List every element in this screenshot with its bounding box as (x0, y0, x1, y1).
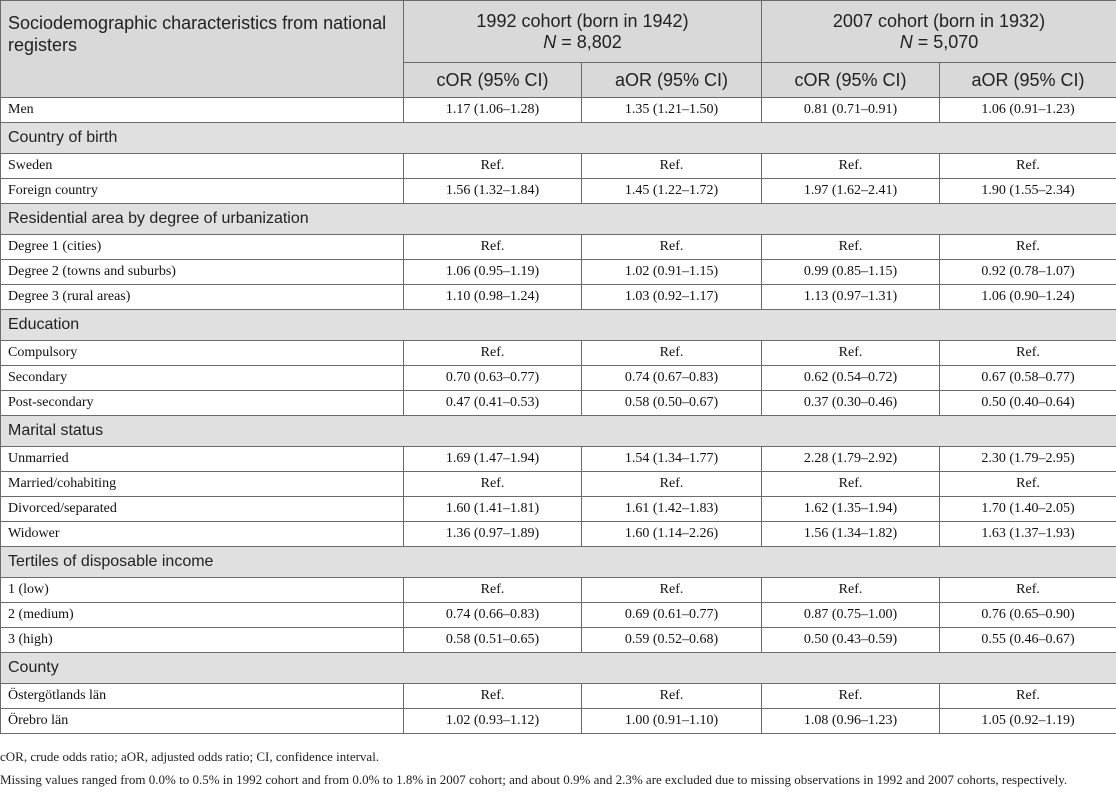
value-cell: 1.10 (0.98–1.24) (404, 285, 582, 310)
table-body (1, 98, 1116, 734)
value-cell: 0.74 (0.66–0.83) (404, 603, 582, 628)
table-row (1, 472, 1116, 497)
value-cell: 1.06 (0.90–1.24) (940, 285, 1116, 310)
value-cell: 0.58 (0.51–0.65) (404, 628, 582, 653)
value-cell: 1.03 (0.92–1.17) (582, 285, 762, 310)
section-header-row (1, 653, 1116, 684)
table-row (1, 684, 1116, 709)
value-cell: 1.63 (1.37–1.93) (940, 522, 1116, 547)
section-header-row (1, 416, 1116, 447)
value-cell: 0.37 (0.30–0.46) (762, 391, 940, 416)
row-label: Secondary (1, 366, 404, 391)
table-row (1, 235, 1116, 260)
value-cell: 1.00 (0.91–1.10) (582, 709, 762, 734)
cohort-2007-n (769, 32, 1109, 53)
value-cell: Ref. (582, 341, 762, 366)
row-label: Degree 3 (rural areas) (1, 285, 404, 310)
table-row (1, 578, 1116, 603)
value-cell: 1.97 (1.62–2.41) (762, 179, 940, 204)
value-cell: 1.35 (1.21–1.50) (582, 98, 762, 123)
value-cell: Ref. (762, 341, 940, 366)
value-cell: 1.62 (1.35–1.94) (762, 497, 940, 522)
value-cell: 0.50 (0.43–0.59) (762, 628, 940, 653)
section-title: County (1, 653, 1116, 684)
value-cell: 1.17 (1.06–1.28) (404, 98, 582, 123)
value-cell: 0.81 (0.71–0.91) (762, 98, 940, 123)
footnote-abbreviations: cOR, crude odds ratio; aOR, adjusted odds ratio; CI, confidence interval. (0, 749, 380, 764)
section-header-row (1, 123, 1116, 154)
value-cell: 2.28 (1.79–2.92) (762, 447, 940, 472)
cohort-2007-n-value: = 5,070 (912, 31, 979, 52)
value-cell: Ref. (582, 235, 762, 260)
section-title: Marital status (1, 416, 1116, 447)
row-label: Post-secondary (1, 391, 404, 416)
value-cell: 0.55 (0.46–0.67) (940, 628, 1116, 653)
value-cell: 1.56 (1.32–1.84) (404, 179, 582, 204)
cohort-2007-title: 2007 cohort (born in 1932) (832, 10, 1046, 31)
section-title: Tertiles of disposable income (1, 547, 1116, 578)
value-cell: 1.45 (1.22–1.72) (582, 179, 762, 204)
value-cell: Ref. (582, 154, 762, 179)
value-cell: 0.58 (0.50–0.67) (582, 391, 762, 416)
table-row (1, 447, 1116, 472)
cohort-2007-n-label: N (899, 31, 913, 52)
table-row (1, 628, 1116, 653)
value-cell: 1.06 (0.91–1.23) (940, 98, 1116, 123)
row-label: Degree 2 (towns and suburbs) (1, 260, 404, 285)
value-cell: 1.61 (1.42–1.83) (582, 497, 762, 522)
row-label: Men (1, 98, 404, 123)
footnote-missing-values: Missing values ranged from 0.0% to 0.5% in 1992 cohort and from 0.0% to 1.8% in 2007 cohort; and about 0.9% and 2.3% are excluded due to missing observations in 1992 and 2007 cohorts, respectively. (0, 772, 1068, 787)
value-cell: Ref. (940, 154, 1116, 179)
value-cell: 0.76 (0.65–0.90) (940, 603, 1116, 628)
value-cell: Ref. (404, 341, 582, 366)
value-cell: 1.08 (0.96–1.23) (762, 709, 940, 734)
table-row (1, 709, 1116, 734)
value-cell: 0.67 (0.58–0.77) (940, 366, 1116, 391)
row-label: Degree 1 (cities) (1, 235, 404, 260)
value-cell: Ref. (404, 154, 582, 179)
row-label: Divorced/separated (1, 497, 404, 522)
row-label: Sweden (1, 154, 404, 179)
value-cell: 0.74 (0.67–0.83) (582, 366, 762, 391)
section-title: Residential area by degree of urbanization (1, 204, 1116, 235)
cohort-2007-header (762, 1, 1116, 63)
table-row (1, 260, 1116, 285)
row-label: Östergötlands län (1, 684, 404, 709)
value-cell: 0.87 (0.75–1.00) (762, 603, 940, 628)
cohort-1992-n-label: N (543, 31, 557, 52)
row-label: Married/cohabiting (1, 472, 404, 497)
value-cell: 0.99 (0.85–1.15) (762, 260, 940, 285)
table-footnotes (0, 748, 1116, 789)
section-title: Education (1, 310, 1116, 341)
value-cell: 1.02 (0.93–1.12) (404, 709, 582, 734)
table-row (1, 366, 1116, 391)
row-label: 2 (medium) (1, 603, 404, 628)
value-cell: 2.30 (1.79–2.95) (940, 447, 1116, 472)
cohort-1992-header (404, 1, 762, 63)
value-cell: Ref. (582, 578, 762, 603)
value-cell: 1.54 (1.34–1.77) (582, 447, 762, 472)
row-label: 1 (low) (1, 578, 404, 603)
section-title: Country of birth (1, 123, 1116, 154)
value-cell: Ref. (582, 684, 762, 709)
value-cell: 0.59 (0.52–0.68) (582, 628, 762, 653)
value-cell: Ref. (582, 472, 762, 497)
value-cell: 0.92 (0.78–1.07) (940, 260, 1116, 285)
section-header-row (1, 310, 1116, 341)
value-cell: Ref. (940, 684, 1116, 709)
table-row (1, 285, 1116, 310)
value-cell: Ref. (404, 472, 582, 497)
value-cell: 1.02 (0.91–1.15) (582, 260, 762, 285)
value-cell: Ref. (940, 578, 1116, 603)
section-header-row (1, 204, 1116, 235)
table-row (1, 341, 1116, 366)
table-row (1, 522, 1116, 547)
value-cell: Ref. (762, 578, 940, 603)
cohort-1992-n-value: = 8,802 (556, 31, 622, 52)
table-row (1, 154, 1116, 179)
row-label: 3 (high) (1, 628, 404, 653)
value-cell: Ref. (762, 154, 940, 179)
value-cell: 1.90 (1.55–2.34) (940, 179, 1116, 204)
row-label: Foreign country (1, 179, 404, 204)
value-cell: Ref. (762, 235, 940, 260)
col-header-cor-2007: cOR (95% CI) (762, 63, 940, 98)
section-header-row (1, 547, 1116, 578)
value-cell: Ref. (762, 684, 940, 709)
row-label: Compulsory (1, 341, 404, 366)
value-cell: 1.05 (0.92–1.19) (940, 709, 1116, 734)
row-label: Unmarried (1, 447, 404, 472)
value-cell: 0.50 (0.40–0.64) (940, 391, 1116, 416)
value-cell: 0.62 (0.54–0.72) (762, 366, 940, 391)
value-cell: 1.56 (1.34–1.82) (762, 522, 940, 547)
cohort-1992-title: 1992 cohort (born in 1942) (476, 10, 689, 31)
table-row (1, 179, 1116, 204)
value-cell: 0.47 (0.41–0.53) (404, 391, 582, 416)
row-label: Örebro län (1, 709, 404, 734)
value-cell: Ref. (404, 235, 582, 260)
value-cell: 1.36 (0.97–1.89) (404, 522, 582, 547)
value-cell: Ref. (940, 472, 1116, 497)
table-row (1, 603, 1116, 628)
value-cell: 1.60 (1.41–1.81) (404, 497, 582, 522)
table-row (1, 391, 1116, 416)
value-cell: 1.06 (0.95–1.19) (404, 260, 582, 285)
cohort-1992-n (411, 32, 754, 53)
value-cell: 1.70 (1.40–2.05) (940, 497, 1116, 522)
value-cell: 1.13 (0.97–1.31) (762, 285, 940, 310)
value-cell: Ref. (762, 472, 940, 497)
first-column-header: Sociodemographic characteristics from national registers (1, 1, 404, 98)
col-header-aor-2007: aOR (95% CI) (940, 63, 1116, 98)
value-cell: Ref. (940, 341, 1116, 366)
row-label: Widower (1, 522, 404, 547)
table-row (1, 98, 1116, 123)
col-header-cor-1992: cOR (95% CI) (404, 63, 582, 98)
col-header-aor-1992: aOR (95% CI) (582, 63, 762, 98)
value-cell: 1.69 (1.47–1.94) (404, 447, 582, 472)
value-cell: 1.60 (1.14–2.26) (582, 522, 762, 547)
value-cell: Ref. (404, 684, 582, 709)
value-cell: 0.70 (0.63–0.77) (404, 366, 582, 391)
table-row (1, 497, 1116, 522)
value-cell: Ref. (940, 235, 1116, 260)
value-cell: 0.69 (0.61–0.77) (582, 603, 762, 628)
value-cell: Ref. (404, 578, 582, 603)
